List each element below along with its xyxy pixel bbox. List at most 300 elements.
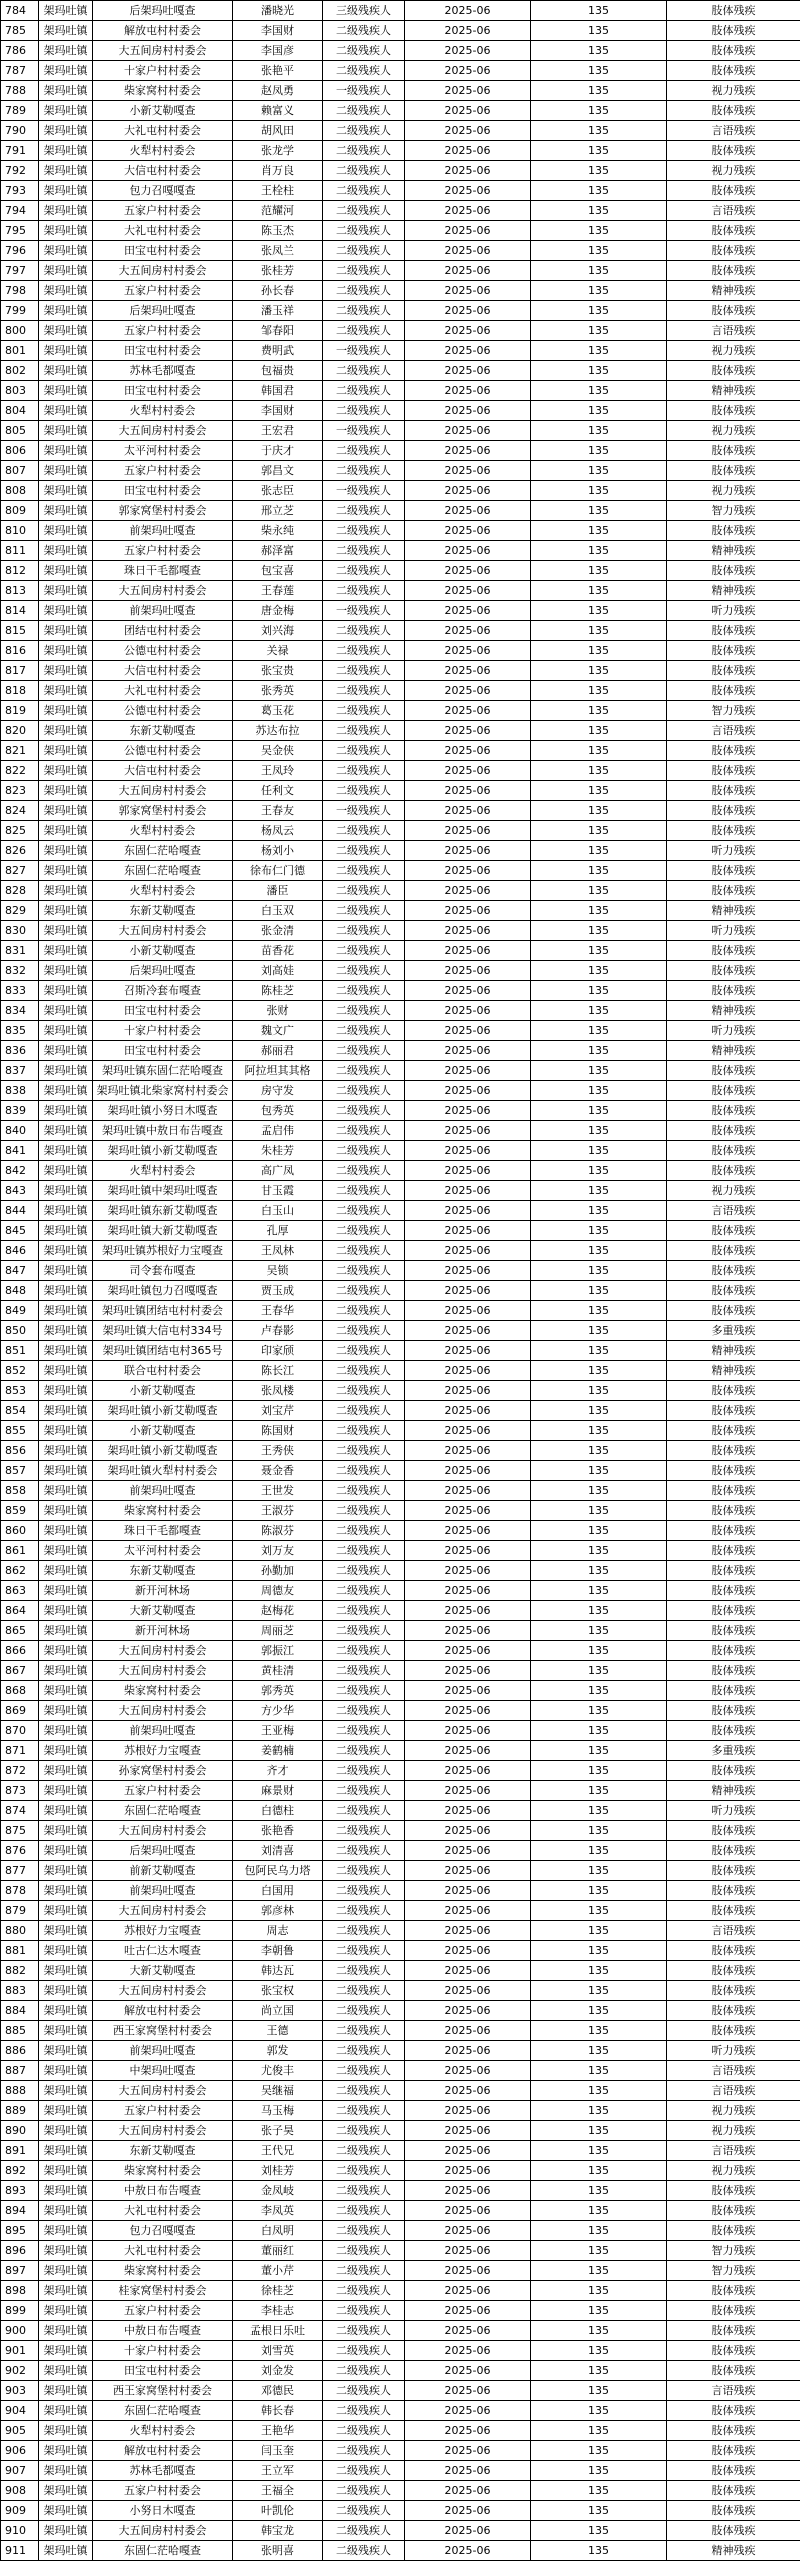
disability-level-cell: 二级残疾人 bbox=[323, 2481, 405, 2501]
town-cell: 架玛吐镇 bbox=[39, 641, 93, 661]
disability-level-cell: 二级残疾人 bbox=[323, 2541, 405, 2561]
row-number: 875 bbox=[1, 1821, 39, 1841]
disability-type-cell: 肢体残疾 bbox=[667, 1301, 800, 1321]
month-cell: 2025-06 bbox=[405, 1341, 531, 1361]
table-row bbox=[1, 501, 800, 521]
village-cell: 前新艾勒嘎查 bbox=[93, 1861, 233, 1881]
village-cell: 解放屯村村委会 bbox=[93, 21, 233, 41]
village-cell: 东新艾勒嘎查 bbox=[93, 1561, 233, 1581]
village-cell: 前架玛吐嘎查 bbox=[93, 1481, 233, 1501]
disability-level-cell: 二级残疾人 bbox=[323, 1601, 405, 1621]
name-cell: 周志 bbox=[233, 1921, 323, 1941]
disability-level-cell: 二级残疾人 bbox=[323, 1261, 405, 1281]
name-cell: 张凤兰 bbox=[233, 241, 323, 261]
month-cell: 2025-06 bbox=[405, 1221, 531, 1241]
row-number: 883 bbox=[1, 1981, 39, 2001]
name-cell: 张宝权 bbox=[233, 1981, 323, 2001]
disability-type-cell: 肢体残疾 bbox=[667, 981, 800, 1001]
name-cell: 高广凤 bbox=[233, 1161, 323, 1181]
town-cell: 架玛吐镇 bbox=[39, 2421, 93, 2441]
disability-type-cell: 肢体残疾 bbox=[667, 1401, 800, 1421]
table-row bbox=[1, 921, 800, 941]
row-number: 821 bbox=[1, 741, 39, 761]
disability-level-cell: 二级残疾人 bbox=[323, 461, 405, 481]
row-number: 793 bbox=[1, 181, 39, 201]
amount-cell: 135 bbox=[531, 1401, 667, 1421]
row-number: 860 bbox=[1, 1521, 39, 1541]
village-cell: 五家户村村委会 bbox=[93, 2301, 233, 2321]
amount-cell: 135 bbox=[531, 2441, 667, 2461]
month-cell: 2025-06 bbox=[405, 1401, 531, 1421]
table-row bbox=[1, 41, 800, 61]
amount-cell: 135 bbox=[531, 1481, 667, 1501]
name-cell: 张志臣 bbox=[233, 481, 323, 501]
name-cell: 尚立国 bbox=[233, 2001, 323, 2021]
row-number: 830 bbox=[1, 921, 39, 941]
disability-type-cell: 肢体残疾 bbox=[667, 101, 800, 121]
village-cell: 东新艾勒嘎查 bbox=[93, 2141, 233, 2161]
table-row bbox=[1, 161, 800, 181]
disability-level-cell: 二级残疾人 bbox=[323, 861, 405, 881]
disability-level-cell: 二级残疾人 bbox=[323, 361, 405, 381]
village-cell: 小努日木嘎查 bbox=[93, 2501, 233, 2521]
disability-type-cell: 肢体残疾 bbox=[667, 641, 800, 661]
month-cell: 2025-06 bbox=[405, 241, 531, 261]
table-row bbox=[1, 241, 800, 261]
amount-cell: 135 bbox=[531, 1741, 667, 1761]
town-cell: 架玛吐镇 bbox=[39, 1161, 93, 1181]
amount-cell: 135 bbox=[531, 2241, 667, 2261]
row-number: 904 bbox=[1, 2401, 39, 2421]
row-number: 911 bbox=[1, 2541, 39, 2561]
month-cell: 2025-06 bbox=[405, 541, 531, 561]
village-cell: 大新艾勒嘎查 bbox=[93, 1961, 233, 1981]
amount-cell: 135 bbox=[531, 2041, 667, 2061]
village-cell: 新开河林场 bbox=[93, 1621, 233, 1641]
disability-type-cell: 肢体残疾 bbox=[667, 1161, 800, 1181]
town-cell: 架玛吐镇 bbox=[39, 241, 93, 261]
town-cell: 架玛吐镇 bbox=[39, 2161, 93, 2181]
disability-level-cell: 二级残疾人 bbox=[323, 401, 405, 421]
disability-type-cell: 肢体残疾 bbox=[667, 881, 800, 901]
table-row bbox=[1, 1841, 800, 1861]
table-row bbox=[1, 2501, 800, 2521]
row-number: 864 bbox=[1, 1601, 39, 1621]
name-cell: 孙长春 bbox=[233, 281, 323, 301]
disability-level-cell: 二级残疾人 bbox=[323, 1161, 405, 1181]
disability-level-cell: 二级残疾人 bbox=[323, 2241, 405, 2261]
disability-type-cell: 肢体残疾 bbox=[667, 1461, 800, 1481]
row-number: 880 bbox=[1, 1921, 39, 1941]
disability-type-cell: 肢体残疾 bbox=[667, 2401, 800, 2421]
row-number: 906 bbox=[1, 2441, 39, 2461]
name-cell: 孙勤加 bbox=[233, 1561, 323, 1581]
disability-type-cell: 肢体残疾 bbox=[667, 761, 800, 781]
row-number: 895 bbox=[1, 2221, 39, 2241]
town-cell: 架玛吐镇 bbox=[39, 1961, 93, 1981]
row-number: 837 bbox=[1, 1061, 39, 1081]
table-row bbox=[1, 1441, 800, 1461]
name-cell: 房守发 bbox=[233, 1081, 323, 1101]
town-cell: 架玛吐镇 bbox=[39, 421, 93, 441]
month-cell: 2025-06 bbox=[405, 1741, 531, 1761]
disability-type-cell: 肢体残疾 bbox=[667, 1721, 800, 1741]
name-cell: 马玉梅 bbox=[233, 2101, 323, 2121]
month-cell: 2025-06 bbox=[405, 981, 531, 1001]
table-body bbox=[1, 1, 800, 2561]
amount-cell: 135 bbox=[531, 601, 667, 621]
row-number: 879 bbox=[1, 1901, 39, 1921]
disability-level-cell: 二级残疾人 bbox=[323, 1661, 405, 1681]
row-number: 835 bbox=[1, 1021, 39, 1041]
amount-cell: 135 bbox=[531, 981, 667, 1001]
disability-type-cell: 肢体残疾 bbox=[667, 1521, 800, 1541]
town-cell: 架玛吐镇 bbox=[39, 1121, 93, 1141]
table-row bbox=[1, 1581, 800, 1601]
town-cell: 架玛吐镇 bbox=[39, 361, 93, 381]
name-cell: 李凤英 bbox=[233, 2201, 323, 2221]
row-number: 788 bbox=[1, 81, 39, 101]
town-cell: 架玛吐镇 bbox=[39, 381, 93, 401]
name-cell: 卢春影 bbox=[233, 1321, 323, 1341]
amount-cell: 135 bbox=[531, 2101, 667, 2121]
name-cell: 董小芹 bbox=[233, 2261, 323, 2281]
month-cell: 2025-06 bbox=[405, 2341, 531, 2361]
town-cell: 架玛吐镇 bbox=[39, 1021, 93, 1041]
disability-level-cell: 二级残疾人 bbox=[323, 1281, 405, 1301]
disability-level-cell: 三级残疾人 bbox=[323, 1, 405, 21]
table-row bbox=[1, 2341, 800, 2361]
month-cell: 2025-06 bbox=[405, 1561, 531, 1581]
town-cell: 架玛吐镇 bbox=[39, 401, 93, 421]
table-row bbox=[1, 1061, 800, 1081]
town-cell: 架玛吐镇 bbox=[39, 121, 93, 141]
amount-cell: 135 bbox=[531, 1141, 667, 1161]
disability-level-cell: 二级残疾人 bbox=[323, 1381, 405, 1401]
row-number: 795 bbox=[1, 221, 39, 241]
name-cell: 尤俊丰 bbox=[233, 2061, 323, 2081]
amount-cell: 135 bbox=[531, 2461, 667, 2481]
disability-level-cell: 二级残疾人 bbox=[323, 741, 405, 761]
village-cell: 架玛吐镇小努日木嘎查 bbox=[93, 1101, 233, 1121]
month-cell: 2025-06 bbox=[405, 401, 531, 421]
table-row bbox=[1, 1321, 800, 1341]
table-row bbox=[1, 1121, 800, 1141]
table-row bbox=[1, 2401, 800, 2421]
row-number: 828 bbox=[1, 881, 39, 901]
row-number: 817 bbox=[1, 661, 39, 681]
amount-cell: 135 bbox=[531, 501, 667, 521]
table-row bbox=[1, 101, 800, 121]
amount-cell: 135 bbox=[531, 261, 667, 281]
name-cell: 邢立芝 bbox=[233, 501, 323, 521]
table-row bbox=[1, 1901, 800, 1921]
village-cell: 五家户村村委会 bbox=[93, 2101, 233, 2121]
disability-level-cell: 二级残疾人 bbox=[323, 1221, 405, 1241]
month-cell: 2025-06 bbox=[405, 1541, 531, 1561]
town-cell: 架玛吐镇 bbox=[39, 161, 93, 181]
village-cell: 大五间房村村委会 bbox=[93, 2121, 233, 2141]
row-number: 876 bbox=[1, 1841, 39, 1861]
amount-cell: 135 bbox=[531, 1021, 667, 1041]
town-cell: 架玛吐镇 bbox=[39, 2281, 93, 2301]
month-cell: 2025-06 bbox=[405, 2061, 531, 2081]
disability-level-cell: 二级残疾人 bbox=[323, 1081, 405, 1101]
name-cell: 姜鹤楠 bbox=[233, 1741, 323, 1761]
town-cell: 架玛吐镇 bbox=[39, 1301, 93, 1321]
disability-type-cell: 肢体残疾 bbox=[667, 861, 800, 881]
row-number: 896 bbox=[1, 2241, 39, 2261]
village-cell: 五家户村村委会 bbox=[93, 2481, 233, 2501]
table-row bbox=[1, 1241, 800, 1261]
disability-level-cell: 二级残疾人 bbox=[323, 961, 405, 981]
village-cell: 东新艾勒嘎查 bbox=[93, 721, 233, 741]
town-cell: 架玛吐镇 bbox=[39, 2541, 93, 2561]
amount-cell: 135 bbox=[531, 221, 667, 241]
table-row bbox=[1, 2121, 800, 2141]
disability-level-cell: 二级残疾人 bbox=[323, 1341, 405, 1361]
amount-cell: 135 bbox=[531, 1161, 667, 1181]
table-row bbox=[1, 2281, 800, 2301]
disability-level-cell: 二级残疾人 bbox=[323, 1241, 405, 1261]
amount-cell: 135 bbox=[531, 1701, 667, 1721]
village-cell: 架玛吐镇中敖日布告嘎查 bbox=[93, 1121, 233, 1141]
town-cell: 架玛吐镇 bbox=[39, 2381, 93, 2401]
name-cell: 费明武 bbox=[233, 341, 323, 361]
month-cell: 2025-06 bbox=[405, 1481, 531, 1501]
table-row bbox=[1, 521, 800, 541]
month-cell: 2025-06 bbox=[405, 441, 531, 461]
disability-type-cell: 肢体残疾 bbox=[667, 2281, 800, 2301]
town-cell: 架玛吐镇 bbox=[39, 1221, 93, 1241]
table-row bbox=[1, 1021, 800, 1041]
table-row bbox=[1, 1461, 800, 1481]
name-cell: 韩国君 bbox=[233, 381, 323, 401]
disability-level-cell: 二级残疾人 bbox=[323, 881, 405, 901]
amount-cell: 135 bbox=[531, 841, 667, 861]
month-cell: 2025-06 bbox=[405, 861, 531, 881]
town-cell: 架玛吐镇 bbox=[39, 2221, 93, 2241]
amount-cell: 135 bbox=[531, 1201, 667, 1221]
amount-cell: 135 bbox=[531, 1361, 667, 1381]
disability-level-cell: 二级残疾人 bbox=[323, 1761, 405, 1781]
table-row bbox=[1, 861, 800, 881]
month-cell: 2025-06 bbox=[405, 2201, 531, 2221]
month-cell: 2025-06 bbox=[405, 2521, 531, 2541]
disability-level-cell: 二级残疾人 bbox=[323, 1801, 405, 1821]
disability-level-cell: 二级残疾人 bbox=[323, 1001, 405, 1021]
row-number: 792 bbox=[1, 161, 39, 181]
amount-cell: 135 bbox=[531, 2501, 667, 2521]
row-number: 890 bbox=[1, 2121, 39, 2141]
town-cell: 架玛吐镇 bbox=[39, 701, 93, 721]
table-row bbox=[1, 1421, 800, 1441]
disability-type-cell: 肢体残疾 bbox=[667, 661, 800, 681]
row-number: 825 bbox=[1, 821, 39, 841]
disability-type-cell: 肢体残疾 bbox=[667, 681, 800, 701]
disability-type-cell: 肢体残疾 bbox=[667, 1661, 800, 1681]
name-cell: 潘臣 bbox=[233, 881, 323, 901]
disability-type-cell: 视力残疾 bbox=[667, 2121, 800, 2141]
row-number: 806 bbox=[1, 441, 39, 461]
amount-cell: 135 bbox=[531, 181, 667, 201]
month-cell: 2025-06 bbox=[405, 1441, 531, 1461]
month-cell: 2025-06 bbox=[405, 1821, 531, 1841]
disability-level-cell: 二级残疾人 bbox=[323, 541, 405, 561]
disability-level-cell: 二级残疾人 bbox=[323, 1021, 405, 1041]
month-cell: 2025-06 bbox=[405, 1621, 531, 1641]
disability-level-cell: 二级残疾人 bbox=[323, 2461, 405, 2481]
village-cell: 东新艾勒嘎查 bbox=[93, 901, 233, 921]
table-row bbox=[1, 261, 800, 281]
table-row bbox=[1, 1001, 800, 1021]
village-cell: 太平河村村委会 bbox=[93, 1541, 233, 1561]
disability-type-cell: 言语残疾 bbox=[667, 121, 800, 141]
disability-type-cell: 肢体残疾 bbox=[667, 1081, 800, 1101]
name-cell: 李国财 bbox=[233, 21, 323, 41]
village-cell: 田宝屯村村委会 bbox=[93, 241, 233, 261]
disability-type-cell: 肢体残疾 bbox=[667, 1581, 800, 1601]
village-cell: 架玛吐镇北柴家窝村村委会 bbox=[93, 1081, 233, 1101]
town-cell: 架玛吐镇 bbox=[39, 2201, 93, 2221]
table-row bbox=[1, 1281, 800, 1301]
table-row bbox=[1, 581, 800, 601]
village-cell: 后架玛吐嘎查 bbox=[93, 1841, 233, 1861]
table-row bbox=[1, 1341, 800, 1361]
town-cell: 架玛吐镇 bbox=[39, 1861, 93, 1881]
month-cell: 2025-06 bbox=[405, 1261, 531, 1281]
town-cell: 架玛吐镇 bbox=[39, 1481, 93, 1501]
amount-cell: 135 bbox=[531, 1381, 667, 1401]
name-cell: 赖富义 bbox=[233, 101, 323, 121]
amount-cell: 135 bbox=[531, 861, 667, 881]
month-cell: 2025-06 bbox=[405, 1161, 531, 1181]
disability-type-cell: 精神残疾 bbox=[667, 1341, 800, 1361]
amount-cell: 135 bbox=[531, 1781, 667, 1801]
town-cell: 架玛吐镇 bbox=[39, 1681, 93, 1701]
name-cell: 周德友 bbox=[233, 1581, 323, 1601]
village-cell: 郭家窝堡村村委会 bbox=[93, 501, 233, 521]
table-row bbox=[1, 741, 800, 761]
village-cell: 大五间房村村委会 bbox=[93, 1901, 233, 1921]
disability-level-cell: 二级残疾人 bbox=[323, 561, 405, 581]
row-number: 871 bbox=[1, 1741, 39, 1761]
village-cell: 小新艾勒嘎查 bbox=[93, 1421, 233, 1441]
town-cell: 架玛吐镇 bbox=[39, 1261, 93, 1281]
disability-type-cell: 多重残疾 bbox=[667, 1741, 800, 1761]
amount-cell: 135 bbox=[531, 321, 667, 341]
month-cell: 2025-06 bbox=[405, 1581, 531, 1601]
table-row bbox=[1, 1221, 800, 1241]
disability-level-cell: 二级残疾人 bbox=[323, 2261, 405, 2281]
amount-cell: 135 bbox=[531, 61, 667, 81]
amount-cell: 135 bbox=[531, 2341, 667, 2361]
amount-cell: 135 bbox=[531, 2321, 667, 2341]
village-cell: 西王家窝堡村村委会 bbox=[93, 2021, 233, 2041]
table-row bbox=[1, 821, 800, 841]
month-cell: 2025-06 bbox=[405, 2361, 531, 2381]
disability-type-cell: 肢体残疾 bbox=[667, 1601, 800, 1621]
name-cell: 王福全 bbox=[233, 2481, 323, 2501]
disability-level-cell: 二级残疾人 bbox=[323, 721, 405, 741]
disability-level-cell: 二级残疾人 bbox=[323, 1181, 405, 1201]
table-row bbox=[1, 1041, 800, 1061]
disability-type-cell: 肢体残疾 bbox=[667, 1421, 800, 1441]
town-cell: 架玛吐镇 bbox=[39, 821, 93, 841]
village-cell: 大五间房村村委会 bbox=[93, 1661, 233, 1681]
amount-cell: 135 bbox=[531, 2061, 667, 2081]
disability-level-cell: 二级残疾人 bbox=[323, 441, 405, 461]
disability-level-cell: 二级残疾人 bbox=[323, 1301, 405, 1321]
table-row bbox=[1, 1921, 800, 1941]
name-cell: 王春友 bbox=[233, 801, 323, 821]
name-cell: 阿拉坦其其格 bbox=[233, 1061, 323, 1081]
amount-cell: 135 bbox=[531, 901, 667, 921]
town-cell: 架玛吐镇 bbox=[39, 1281, 93, 1301]
disability-level-cell: 二级残疾人 bbox=[323, 2361, 405, 2381]
disability-type-cell: 肢体残疾 bbox=[667, 241, 800, 261]
name-cell: 朱桂芳 bbox=[233, 1141, 323, 1161]
name-cell: 徐桂芝 bbox=[233, 2281, 323, 2301]
amount-cell: 135 bbox=[531, 21, 667, 41]
row-number: 847 bbox=[1, 1261, 39, 1281]
month-cell: 2025-06 bbox=[405, 481, 531, 501]
town-cell: 架玛吐镇 bbox=[39, 621, 93, 641]
month-cell: 2025-06 bbox=[405, 1321, 531, 1341]
table-row bbox=[1, 2041, 800, 2061]
disability-level-cell: 二级残疾人 bbox=[323, 941, 405, 961]
row-number: 798 bbox=[1, 281, 39, 301]
disability-level-cell: 二级残疾人 bbox=[323, 1821, 405, 1841]
name-cell: 包秀英 bbox=[233, 1101, 323, 1121]
table-row bbox=[1, 1741, 800, 1761]
disability-level-cell: 二级残疾人 bbox=[323, 161, 405, 181]
table-row bbox=[1, 901, 800, 921]
name-cell: 吴继福 bbox=[233, 2081, 323, 2101]
amount-cell: 135 bbox=[531, 341, 667, 361]
town-cell: 架玛吐镇 bbox=[39, 2321, 93, 2341]
amount-cell: 135 bbox=[531, 2301, 667, 2321]
amount-cell: 135 bbox=[531, 1681, 667, 1701]
village-cell: 五家户村村委会 bbox=[93, 1781, 233, 1801]
name-cell: 李国彦 bbox=[233, 41, 323, 61]
table-row bbox=[1, 721, 800, 741]
row-number: 802 bbox=[1, 361, 39, 381]
town-cell: 架玛吐镇 bbox=[39, 721, 93, 741]
month-cell: 2025-06 bbox=[405, 1721, 531, 1741]
disability-level-cell: 二级残疾人 bbox=[323, 121, 405, 141]
disability-type-cell: 肢体残疾 bbox=[667, 21, 800, 41]
disability-type-cell: 精神残疾 bbox=[667, 1001, 800, 1021]
disability-type-cell: 智力残疾 bbox=[667, 2241, 800, 2261]
month-cell: 2025-06 bbox=[405, 1281, 531, 1301]
table-row bbox=[1, 1381, 800, 1401]
disability-level-cell: 二级残疾人 bbox=[323, 2301, 405, 2321]
amount-cell: 135 bbox=[531, 2221, 667, 2241]
town-cell: 架玛吐镇 bbox=[39, 1101, 93, 1121]
village-cell: 架玛吐镇团结屯村村委会 bbox=[93, 1301, 233, 1321]
row-number: 794 bbox=[1, 201, 39, 221]
row-number: 863 bbox=[1, 1581, 39, 1601]
disability-type-cell: 肢体残疾 bbox=[667, 2021, 800, 2041]
town-cell: 架玛吐镇 bbox=[39, 1781, 93, 1801]
village-cell: 火犁村村委会 bbox=[93, 821, 233, 841]
row-number: 800 bbox=[1, 321, 39, 341]
disability-type-cell: 肢体残疾 bbox=[667, 2181, 800, 2201]
row-number: 805 bbox=[1, 421, 39, 441]
month-cell: 2025-06 bbox=[405, 561, 531, 581]
table-row bbox=[1, 1521, 800, 1541]
